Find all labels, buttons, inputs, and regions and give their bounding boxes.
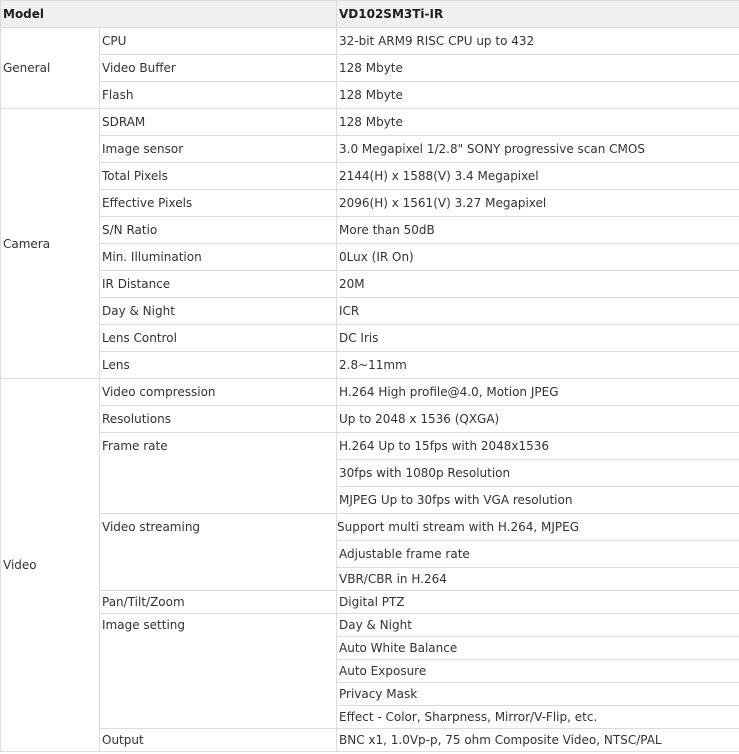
spec-value: Day & Night	[337, 614, 739, 637]
spec-value: DC Iris	[337, 325, 739, 352]
spec-label: Video streaming	[100, 514, 337, 591]
spec-value: MJPEG Up to 30fps with VGA resolution	[337, 487, 739, 514]
spec-label: Flash	[100, 82, 337, 109]
spec-value: Auto Exposure	[337, 660, 739, 683]
table-row	[1, 163, 739, 190]
table-row	[1, 298, 739, 325]
spec-value: 128 Mbyte	[337, 55, 739, 82]
table-header-row	[1, 1, 739, 28]
table-row	[1, 244, 739, 271]
spec-label: Output	[100, 729, 337, 752]
group-general: General	[1, 28, 100, 109]
spec-value: ICR	[337, 298, 739, 325]
spec-value: 128 Mbyte	[337, 82, 739, 109]
spec-value: 3.0 Megapixel 1/2.8" SONY progressive scan CMOS	[337, 136, 739, 163]
spec-value: 128 Mbyte	[337, 109, 739, 136]
spec-value: 20M	[337, 271, 739, 298]
spec-value: More than 50dB	[337, 217, 739, 244]
spec-label: Frame rate	[100, 433, 337, 514]
spec-value: H.264 Up to 15fps with 2048x1536	[337, 433, 739, 460]
table-row	[1, 271, 739, 298]
spec-value: 30fps with 1080p Resolution	[337, 460, 739, 487]
spec-value: Adjustable frame rate	[337, 541, 739, 568]
spec-value: 2.8~11mm	[337, 352, 739, 379]
spec-label: Image sensor	[100, 136, 337, 163]
table-row	[1, 82, 739, 109]
spec-label: Total Pixels	[100, 163, 337, 190]
spec-value: Effect - Color, Sharpness, Mirror/V-Flip, etc.	[337, 706, 739, 729]
spec-value: 0Lux (IR On)	[337, 244, 739, 271]
spec-value: 32-bit ARM9 RISC CPU up to 432	[337, 28, 739, 55]
group-video: Video	[1, 379, 100, 752]
spec-label: Lens Control	[100, 325, 337, 352]
spec-label: Pan/Tilt/Zoom	[100, 591, 337, 614]
spec-label: SDRAM	[100, 109, 337, 136]
spec-value: Privacy Mask	[337, 683, 739, 706]
table-row	[1, 614, 739, 637]
spec-label: CPU	[100, 28, 337, 55]
table-row	[1, 28, 739, 55]
model-header-label: Model	[1, 1, 337, 28]
spec-label: Resolutions	[100, 406, 337, 433]
group-camera: Camera	[1, 109, 100, 379]
spec-value: Digital PTZ	[337, 591, 739, 614]
table-row	[1, 406, 739, 433]
table-row	[1, 190, 739, 217]
table-row	[1, 379, 739, 406]
spec-label: Day & Night	[100, 298, 337, 325]
spec-label: IR Distance	[100, 271, 337, 298]
spec-value: 2096(H) x 1561(V) 3.27 Megapixel	[337, 190, 739, 217]
spec-label: Min. Illumination	[100, 244, 337, 271]
spec-label: Image setting	[100, 614, 337, 729]
spec-value: BNC x1, 1.0Vp-p, 75 ohm Composite Video, NTSC/PAL	[337, 729, 739, 752]
table-row	[1, 514, 739, 541]
table-row	[1, 217, 739, 244]
spec-value: Support multi stream with H.264, MJPEG	[337, 514, 739, 541]
spec-value: H.264 High profile@4.0, Motion JPEG	[337, 379, 739, 406]
spec-label: Video compression	[100, 379, 337, 406]
spec-value: Auto White Balance	[337, 637, 739, 660]
table-row	[1, 55, 739, 82]
table-row	[1, 136, 739, 163]
spec-label: S/N Ratio	[100, 217, 337, 244]
table-row	[1, 591, 739, 614]
table-row	[1, 352, 739, 379]
spec-value: Up to 2048 x 1536 (QXGA)	[337, 406, 739, 433]
table-row	[1, 109, 739, 136]
spec-label: Lens	[100, 352, 337, 379]
spec-value: VBR/CBR in H.264	[337, 568, 739, 591]
model-name: VD102SM3Ti-IR	[337, 1, 739, 28]
table-row	[1, 729, 739, 752]
table-row	[1, 433, 739, 460]
table-row	[1, 325, 739, 352]
spec-label: Video Buffer	[100, 55, 337, 82]
spec-label: Effective Pixels	[100, 190, 337, 217]
spec-value: 2144(H) x 1588(V) 3.4 Megapixel	[337, 163, 739, 190]
